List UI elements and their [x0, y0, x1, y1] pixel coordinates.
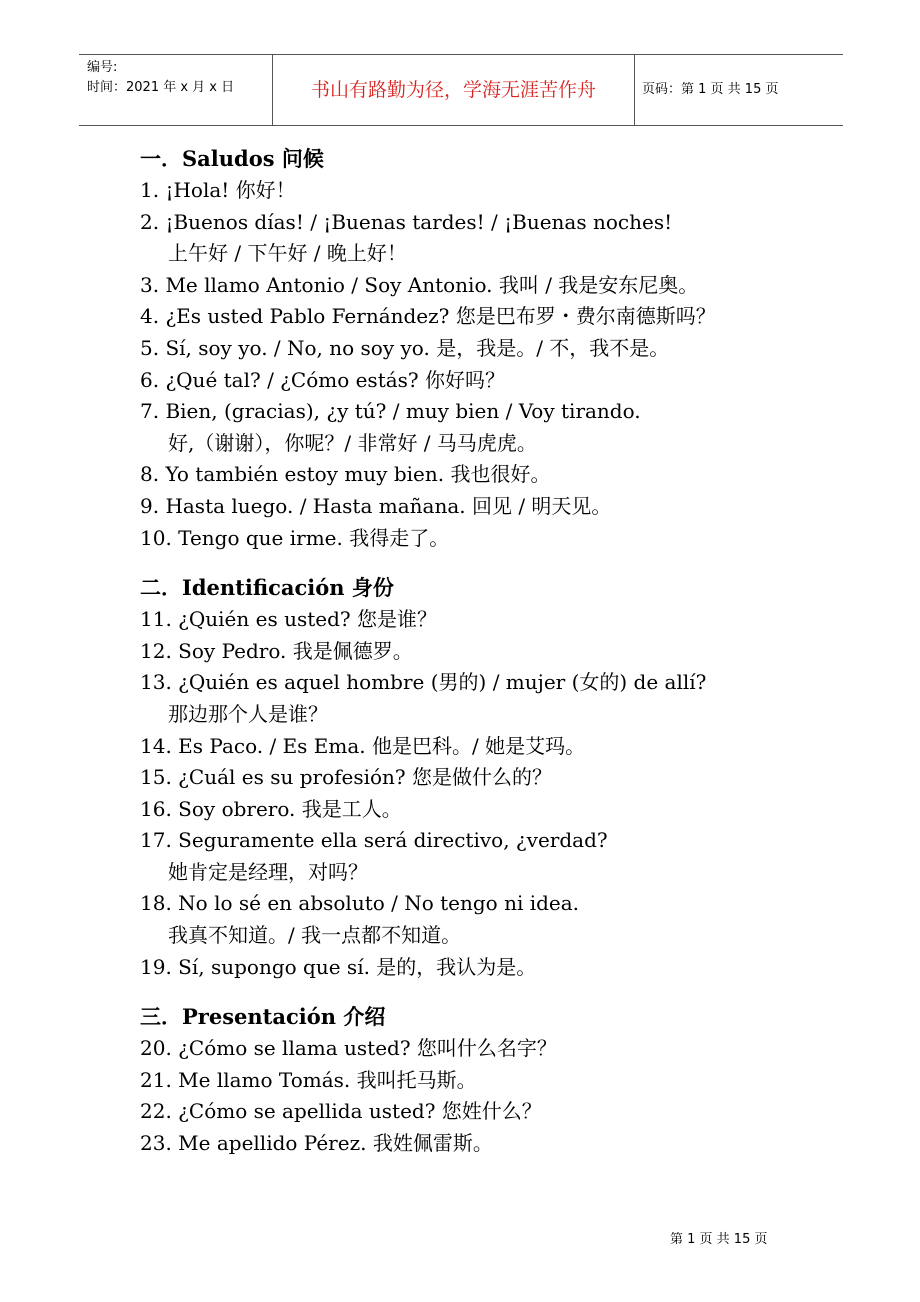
page-footer: 第 1 页 共 15 页	[670, 1232, 768, 1247]
phrase-line: 22. ¿Cómo se apellida usted? 您姓什么？	[140, 1099, 542, 1124]
phrase-line: 19. Sí, supongo que sí. 是的，我认为是。	[140, 954, 537, 979]
section	[140, 143, 840, 554]
motto: 书山有路勤为径，学海无涯苦作舟	[310, 79, 596, 101]
phrase-item	[140, 604, 840, 636]
header-meta-cell	[79, 55, 272, 125]
phrase-line: 17. Seguramente ella será directivo, ¿verdad?	[140, 828, 608, 853]
section	[140, 1001, 840, 1159]
phrase-item	[140, 888, 840, 951]
phrase-line: 21. Me llamo Tomás. 我叫托马斯。	[140, 1067, 477, 1092]
phrase-line: 20. ¿Cómo se llama usted? 您叫什么名字？	[140, 1036, 557, 1061]
phrase-line: 5. Sí, soy yo. / No, no soy yo. 是，我是。/ 不，我不是。	[140, 335, 670, 360]
phrase-item	[140, 952, 840, 984]
phrase-item	[140, 825, 840, 888]
document-header	[79, 54, 843, 126]
number-label: 编号:	[87, 60, 118, 75]
section-title: 三．Presentación 介绍	[140, 1004, 386, 1030]
phrase-line: 23. Me apellido Pérez. 我姓佩雷斯。	[140, 1131, 493, 1156]
phrase-item	[140, 1128, 840, 1160]
phrase-item	[140, 762, 840, 794]
phrase-item	[140, 1065, 840, 1097]
phrase-line: 15. ¿Cuál es su profesión? 您是做什么的？	[140, 765, 553, 790]
section-title: 二．Identificación 身份	[140, 575, 394, 601]
phrase-item	[140, 794, 840, 826]
phrase-line: 8. Yo también estoy muy bien. 我也很好。	[140, 462, 551, 487]
phrase-translation-line: 她肯定是经理，对吗？	[168, 859, 368, 884]
phrase-translation-line: 那边那个人是谁？	[168, 701, 328, 726]
date-label: 时间：2021 年 x 月 x 日	[87, 80, 235, 95]
phrase-item	[140, 459, 840, 491]
phrase-line: 14. Es Paco. / Es Ema. 他是巴科。/ 她是艾玛。	[140, 733, 586, 758]
phrase-item	[140, 333, 840, 365]
phrase-translation-line: 好,（谢谢），你呢？/ 非常好 / 马马虎虎。	[168, 430, 537, 455]
phrase-line: 4. ¿Es usted Pablo Fernández? 您是巴布罗・费尔南德斯吗？	[140, 304, 716, 329]
phrase-item	[140, 523, 840, 555]
phrase-line: 11. ¿Quién es usted? 您是谁？	[140, 607, 437, 632]
phrase-item	[140, 175, 840, 207]
phrase-item	[140, 270, 840, 302]
section-title: 一．Saludos 问候	[140, 146, 324, 171]
phrase-line: 10. Tengo que irme. 我得走了。	[140, 525, 450, 550]
phrase-item	[140, 1096, 840, 1128]
phrase-line: 2. ¡Buenos días! / ¡Buenas tardes! / ¡Buenas noches!	[140, 209, 673, 234]
phrase-line: 12. Soy Pedro. 我是佩德罗。	[140, 638, 413, 663]
phrase-line: 3. Me llamo Antonio / Soy Antonio. 我叫 / 我是安东尼奥。	[140, 272, 699, 297]
section	[140, 572, 840, 983]
phrase-item	[140, 1033, 840, 1065]
phrase-item	[140, 731, 840, 763]
phrase-item	[140, 396, 840, 459]
phrase-line: 7. Bien, (gracias), ¿y tú? / muy bien / Voy tirando.	[140, 399, 641, 424]
phrase-translation-line: 上午好 / 下午好 / 晚上好！	[168, 241, 407, 266]
phrase-item	[140, 667, 840, 730]
phrase-item	[140, 301, 840, 333]
header-motto-cell	[272, 55, 635, 125]
phrase-item	[140, 207, 840, 270]
document-body	[140, 143, 840, 1178]
phrase-translation-line: 我真不知道。/ 我一点都不知道。	[168, 923, 462, 948]
phrase-item	[140, 365, 840, 397]
page-label: 页码：第 1 页 共 15 页	[642, 82, 779, 97]
phrase-item	[140, 491, 840, 523]
phrase-line: 16. Soy obrero. 我是工人。	[140, 796, 402, 821]
phrase-line: 18. No lo sé en absoluto / No tengo ni idea.	[140, 891, 580, 916]
phrase-line: 9. Hasta luego. / Hasta mañana. 回见 / 明天见。	[140, 493, 612, 518]
header-page-cell	[634, 55, 843, 125]
phrase-line: 6. ¿Qué tal? / ¿Cómo estás? 你好吗？	[140, 367, 505, 392]
phrase-line: 13. ¿Quién es aquel hombre (男的) / mujer (女的) de allí?	[140, 670, 707, 695]
phrase-line: 1. ¡Hola! 你好！	[140, 178, 296, 202]
phrase-item	[140, 636, 840, 668]
